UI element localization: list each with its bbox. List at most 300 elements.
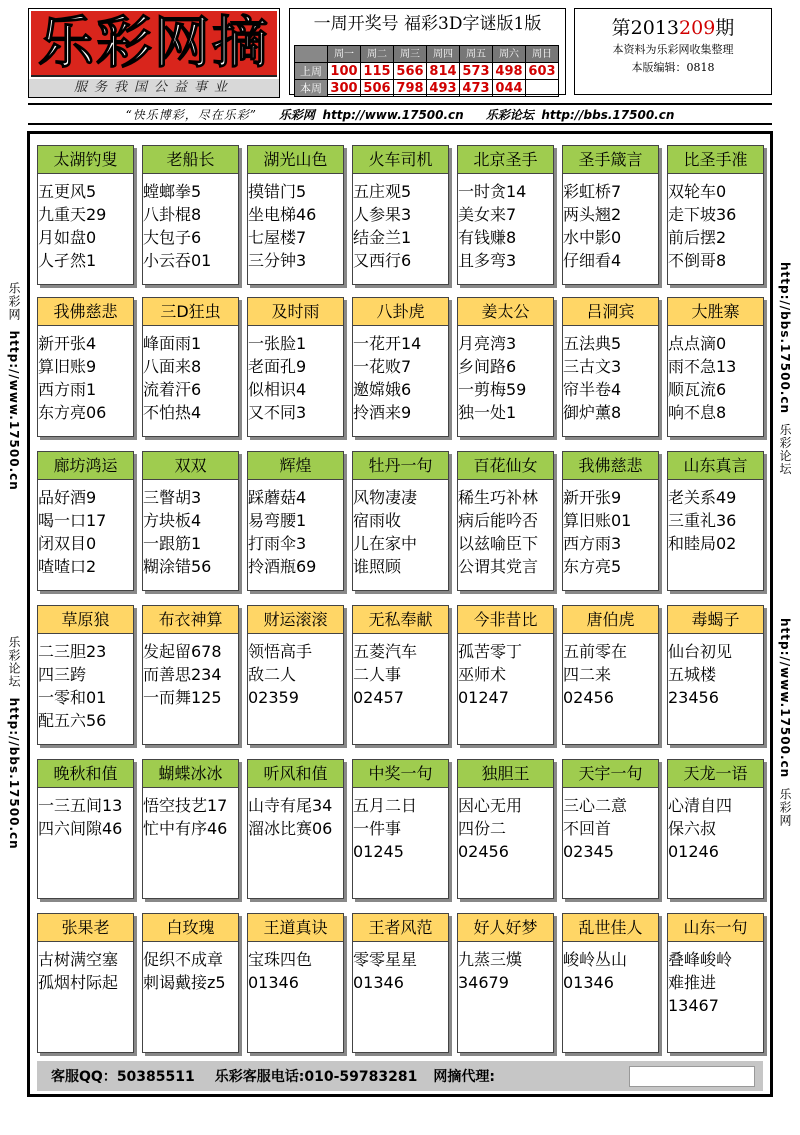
draw-row-this-week (295, 80, 559, 97)
tip-line: 四六间隙46 (38, 819, 123, 838)
tip-line: 不回首 (563, 819, 612, 838)
tip-card (352, 759, 449, 899)
tip-card-title: 吕洞宾 (563, 298, 658, 326)
tip-line: 五更风5 (38, 182, 97, 201)
tip-line: 喳喳口2 (38, 557, 97, 576)
tip-line: 零零星星 (353, 950, 418, 969)
tip-line: 23456 (668, 688, 719, 707)
tip-line: 东方亮06 (38, 403, 107, 422)
side-text-left-bottom: 乐彩论坛 http://bbs.17500.cn (7, 636, 21, 850)
tip-line: 又不同3 (248, 403, 307, 422)
tip-card-body (668, 942, 763, 1017)
tip-card-title: 老船长 (143, 146, 238, 174)
tip-card-body (38, 634, 133, 732)
slogan-quote: “快乐博彩，尽在乐彩” (125, 107, 257, 122)
tip-line: 八卦棍8 (143, 205, 202, 224)
tip-card-body (668, 174, 763, 272)
draw-number: 044 (493, 80, 526, 97)
tip-line: 八面来8 (143, 357, 202, 376)
tip-card (667, 297, 764, 437)
tip-card-title: 山东一句 (668, 914, 763, 942)
tip-line: 帘半卷4 (563, 380, 622, 399)
tip-line: 三重礼36 (668, 511, 737, 530)
tip-line: 摸错门5 (248, 182, 307, 201)
tip-line: 一零和01 (38, 688, 107, 707)
tip-line: 月亮湾3 (458, 334, 517, 353)
tip-line: 糊涂错56 (143, 557, 212, 576)
tip-card-title: 王道真诀 (248, 914, 343, 942)
tip-card (667, 145, 764, 285)
tip-line: 一花开14 (353, 334, 422, 353)
issue-number: 第2013209期 (611, 17, 735, 39)
weekly-draw-panel (289, 8, 566, 95)
tip-card-title: 山东真言 (668, 452, 763, 480)
tip-card (457, 605, 554, 745)
tip-card (247, 297, 344, 437)
tip-card-title: 圣手箴言 (563, 146, 658, 174)
agent-field (629, 1066, 755, 1087)
tip-card-title: 大胜寨 (668, 298, 763, 326)
side-text-right-top: http://bbs.17500.cn 乐彩论坛 (778, 262, 792, 476)
tip-line: 五城楼 (668, 665, 717, 684)
tip-card (142, 759, 239, 899)
tip-card-title: 及时雨 (248, 298, 343, 326)
tip-line: 孤苦零丁 (458, 642, 523, 661)
tip-card-title: 蝴蝶冰冰 (143, 760, 238, 788)
day-header: 周二 (361, 46, 394, 63)
logo-slogan: 服务我国公益事业 (29, 79, 279, 97)
tip-line: 四份二 (458, 819, 507, 838)
tip-line: 点点滴0 (668, 334, 727, 353)
tip-line: 三分钟3 (248, 251, 307, 270)
tip-card (667, 605, 764, 745)
tip-card (352, 605, 449, 745)
tip-line: 美女来7 (458, 205, 517, 224)
tip-card-body (353, 480, 448, 578)
day-header: 周一 (328, 46, 361, 63)
tip-line: 拎酒瓶69 (248, 557, 317, 576)
tip-line: 02456 (458, 842, 509, 861)
tip-line: 二三胆23 (38, 642, 107, 661)
agent-label: 网摘代理: (433, 1069, 495, 1085)
tip-card-body (248, 326, 343, 424)
tip-card-title: 今非昔比 (458, 606, 553, 634)
tip-line: 仙台初见 (668, 642, 733, 661)
tip-card (352, 297, 449, 437)
tip-card-title: 我佛慈悲 (38, 298, 133, 326)
tip-line: 前后摆2 (668, 228, 727, 247)
logo (31, 11, 277, 77)
tip-line: 彩虹桥7 (563, 182, 622, 201)
tip-card-title: 天龙一语 (668, 760, 763, 788)
tip-line: 东方亮5 (563, 557, 622, 576)
customer-service-qq: 客服QQ：50385511 (51, 1069, 195, 1085)
tip-line: 五月二日 (353, 796, 418, 815)
tip-card-body (668, 480, 763, 555)
tip-line: 心清自四 (668, 796, 733, 815)
forum-link[interactable]: 乐彩论坛 http://bbs.17500.cn (485, 107, 675, 122)
tip-card-body (458, 634, 553, 709)
tip-card-title: 我佛慈悲 (563, 452, 658, 480)
side-text-right-bottom: http://www.17500.cn 乐彩网 (778, 618, 792, 827)
tip-card-body (38, 788, 133, 840)
tip-line: 02359 (248, 688, 299, 707)
tip-card-body (143, 174, 238, 272)
draw-row-last-week (295, 63, 559, 80)
tip-card-body (248, 942, 343, 994)
draw-number: 573 (460, 63, 493, 80)
tip-line: 三瞥胡3 (143, 488, 202, 507)
tip-card (352, 913, 449, 1053)
issue-value: 209 (679, 17, 716, 39)
tip-card-body (458, 174, 553, 272)
tip-card (142, 605, 239, 745)
tip-card-title: 唐伯虎 (563, 606, 658, 634)
tip-line: 踩蘑菇4 (248, 488, 307, 507)
tip-line: 一而舞125 (143, 688, 222, 707)
tip-line: 溜冰比赛06 (248, 819, 333, 838)
tip-card (247, 145, 344, 285)
tip-line: 似相识4 (248, 380, 307, 399)
tip-card (37, 451, 134, 591)
tip-line: 一张脸1 (248, 334, 307, 353)
tip-line: 方块板4 (143, 511, 202, 530)
logo-text: 乐彩网摘 (38, 11, 270, 76)
tip-line: 一跟筋1 (143, 534, 202, 553)
tip-card (142, 297, 239, 437)
draw-number: 798 (394, 80, 427, 97)
tip-line: 老关系49 (668, 488, 737, 507)
tip-line: 邀嫦娥6 (353, 380, 412, 399)
draw-number (526, 80, 559, 97)
tip-line: 乡间路6 (458, 357, 517, 376)
row-label: 上周 (295, 63, 328, 80)
issue-editor: 本版编辑：0818 (631, 61, 715, 74)
tip-line: 保六叔 (668, 819, 717, 838)
tip-line: 风物凄凄 (353, 488, 418, 507)
tip-card-title: 晚秋和值 (38, 760, 133, 788)
tip-line: 儿在家中 (353, 534, 418, 553)
tip-card-title: 乱世佳人 (563, 914, 658, 942)
tip-card-title: 湖光山色 (248, 146, 343, 174)
customer-service-phone: 乐彩客服电话:010-59783281 (214, 1069, 418, 1085)
tip-card-body (563, 634, 658, 709)
tip-card (457, 297, 554, 437)
tip-line: 13467 (668, 996, 719, 1015)
tip-card-title: 比圣手准 (668, 146, 763, 174)
tip-card (352, 451, 449, 591)
tip-line: 拎酒来9 (353, 403, 412, 422)
tip-card-body (353, 942, 448, 994)
tip-line: 双轮车0 (668, 182, 727, 201)
tip-card-body (143, 480, 238, 578)
tip-card (142, 913, 239, 1053)
corner-cell (295, 46, 328, 63)
tip-line: 顺瓦流6 (668, 380, 727, 399)
tip-card-body (353, 174, 448, 272)
tip-card (562, 297, 659, 437)
tip-line: 一件事 (353, 819, 402, 838)
tip-card (667, 759, 764, 899)
tip-card (457, 913, 554, 1053)
tip-line: 两头翘2 (563, 205, 622, 224)
tip-card-body (38, 174, 133, 272)
tip-line: 且多弯3 (458, 251, 517, 270)
tip-card-title: 独胆王 (458, 760, 553, 788)
tip-card-body (458, 788, 553, 863)
tip-line: 01346 (248, 973, 299, 992)
tip-card-body (668, 326, 763, 424)
tip-line: 雨不急13 (668, 357, 737, 376)
tip-line: 西方雨1 (38, 380, 97, 399)
tip-line: 响不息8 (668, 403, 727, 422)
tip-card-title: 北京圣手 (458, 146, 553, 174)
draw-number: 473 (460, 80, 493, 97)
tip-line: 稀生巧补林 (458, 488, 539, 507)
tip-card-body (563, 942, 658, 994)
tip-line: 02456 (563, 688, 614, 707)
tip-card-body (248, 480, 343, 578)
tip-card-body (248, 634, 343, 709)
tip-card-title: 三D狂虫 (143, 298, 238, 326)
draw-number: 115 (361, 63, 394, 80)
tip-card (247, 913, 344, 1053)
tip-card-title: 太湖钓叟 (38, 146, 133, 174)
draw-number: 300 (328, 80, 361, 97)
tip-line: 流着汗6 (143, 380, 202, 399)
tip-card-body (38, 480, 133, 578)
tip-card-body (353, 634, 448, 709)
tip-line: 仔细看4 (563, 251, 622, 270)
tip-line: 宝珠四色 (248, 950, 313, 969)
draw-number: 498 (493, 63, 526, 80)
tip-line: 闭双目0 (38, 534, 97, 553)
tip-line: 一花败7 (353, 357, 412, 376)
tip-card (247, 605, 344, 745)
tip-card-body (143, 788, 238, 840)
tip-line: 结金兰1 (353, 228, 412, 247)
tip-card-title: 八卦虎 (353, 298, 448, 326)
tip-card-title: 百花仙女 (458, 452, 553, 480)
tip-line: 人孑然1 (38, 251, 97, 270)
tip-line: 谁照顾 (353, 557, 402, 576)
tip-card (247, 759, 344, 899)
tip-line: 01346 (353, 973, 404, 992)
tip-card-body (563, 788, 658, 863)
tip-card-title: 张果老 (38, 914, 133, 942)
tip-card-body (248, 788, 343, 840)
tip-line: 悟空技艺17 (143, 796, 228, 815)
tip-line: 不倒哥8 (668, 251, 727, 270)
tip-line: 品好酒9 (38, 488, 97, 507)
tip-card-title: 草原狼 (38, 606, 133, 634)
tip-line: 发起留678 (143, 642, 222, 661)
tip-line: 三古文3 (563, 357, 622, 376)
slogan-bar (28, 103, 772, 125)
draw-number: 566 (394, 63, 427, 80)
site-link[interactable]: 乐彩网 http://www.17500.cn (278, 107, 464, 122)
tip-line: 01247 (458, 688, 509, 707)
tip-card-title: 辉煌 (248, 452, 343, 480)
footer-bar (37, 1061, 763, 1091)
tip-line: 古树满空塞 (38, 950, 119, 969)
tip-card-title: 无私奉献 (353, 606, 448, 634)
tip-card-title: 听风和值 (248, 760, 343, 788)
tip-line: 难推进 (668, 973, 717, 992)
tip-line: 西方雨3 (563, 534, 622, 553)
tip-card (562, 451, 659, 591)
tip-card-body (143, 634, 238, 709)
tip-line: 02345 (563, 842, 614, 861)
tip-line: 01346 (563, 973, 614, 992)
tip-line: 和睦局02 (668, 534, 737, 553)
tip-line: 小云吞01 (143, 251, 212, 270)
draw-days-row (295, 46, 559, 63)
tip-line: 五菱汽车 (353, 642, 418, 661)
tip-card (562, 759, 659, 899)
tip-line: 峰面雨1 (143, 334, 202, 353)
tip-card (562, 913, 659, 1053)
tip-line: 领悟高手 (248, 642, 313, 661)
tip-card (667, 913, 764, 1053)
tip-line: 一三五间13 (38, 796, 123, 815)
tip-line: 公谓其党言 (458, 557, 539, 576)
tip-line: 五前零在 (563, 642, 628, 661)
tip-card-body (38, 942, 133, 994)
tip-card-body (563, 174, 658, 272)
tip-line: 九蒸三熯 (458, 950, 523, 969)
tip-card-body (248, 174, 343, 272)
tip-line: 打雨伞3 (248, 534, 307, 553)
tip-line: 新开张4 (38, 334, 97, 353)
tip-card-body (143, 942, 238, 994)
tip-card (247, 451, 344, 591)
tip-card (352, 145, 449, 285)
tip-line: 新开张9 (563, 488, 622, 507)
day-header: 周三 (394, 46, 427, 63)
tip-card-title: 布衣神算 (143, 606, 238, 634)
tip-line: 不怕热4 (143, 403, 202, 422)
day-header: 周日 (526, 46, 559, 63)
tip-card (457, 451, 554, 591)
tip-line: 一时贪14 (458, 182, 527, 201)
logo-block (28, 8, 280, 98)
tip-card-title: 牡丹一句 (353, 452, 448, 480)
tip-line: 宿雨收 (353, 511, 402, 530)
tip-line: 喝一口17 (38, 511, 107, 530)
day-header: 周四 (427, 46, 460, 63)
tip-card-body (563, 480, 658, 578)
tip-line: 七屋楼7 (248, 228, 307, 247)
tip-line: 二人事 (353, 665, 402, 684)
tip-line: 叠峰峻岭 (668, 950, 733, 969)
draw-number: 506 (361, 80, 394, 97)
tip-card-body (668, 634, 763, 709)
tip-card-title: 王者风范 (353, 914, 448, 942)
side-text-left-top: 乐彩网 http://www.17500.cn (7, 282, 21, 491)
tip-line: 易弯腰1 (248, 511, 307, 530)
tip-card-body (668, 788, 763, 863)
tip-line: 02457 (353, 688, 404, 707)
tip-line: 病后能吟否 (458, 511, 539, 530)
tip-line: 敌二人 (248, 665, 297, 684)
tip-line: 四二来 (563, 665, 612, 684)
tip-line: 巫师术 (458, 665, 507, 684)
draw-number: 100 (328, 63, 361, 80)
tip-card-title: 中奖一句 (353, 760, 448, 788)
draw-results-table (294, 45, 559, 97)
tip-line: 螳螂拳5 (143, 182, 202, 201)
tip-line: 五法典5 (563, 334, 622, 353)
tip-line: 有钱赚8 (458, 228, 517, 247)
tip-card (142, 451, 239, 591)
day-header: 周六 (493, 46, 526, 63)
tip-card-body (563, 326, 658, 424)
tip-card-body (353, 788, 448, 863)
tip-line: 促织不成章 (143, 950, 224, 969)
tip-line: 大包子6 (143, 228, 202, 247)
weekly-draw-title: 一周开奖号 福彩3D字谜版1版 (313, 14, 542, 34)
tip-line: 老面孔9 (248, 357, 307, 376)
row-label: 本周 (295, 80, 328, 97)
tip-card (37, 759, 134, 899)
tip-card-title: 好人好梦 (458, 914, 553, 942)
tip-line: 御炉薰8 (563, 403, 622, 422)
day-header: 周五 (460, 46, 493, 63)
tip-card (142, 145, 239, 285)
tip-line: 月如盘0 (38, 228, 97, 247)
tip-line: 又西行6 (353, 251, 412, 270)
tip-line: 因心无用 (458, 796, 523, 815)
tip-card (562, 605, 659, 745)
tip-line: 水中影0 (563, 228, 622, 247)
tip-card (37, 297, 134, 437)
tip-line: 算旧账01 (563, 511, 632, 530)
tip-line: 三心二意 (563, 796, 628, 815)
tip-card-body (38, 326, 133, 424)
tip-line: 忙中有序46 (143, 819, 228, 838)
tip-card (37, 605, 134, 745)
tip-card (37, 145, 134, 285)
tip-card-title: 天宇一句 (563, 760, 658, 788)
tip-card (562, 145, 659, 285)
tip-card (457, 145, 554, 285)
issue-note: 本资料为乐彩网收集整理 (612, 43, 734, 56)
tip-line: 孤烟村际起 (38, 973, 119, 992)
tip-card (457, 759, 554, 899)
draw-number: 493 (427, 80, 460, 97)
tip-line: 34679 (458, 973, 509, 992)
tip-line: 一剪梅59 (458, 380, 527, 399)
tip-line: 算旧账9 (38, 357, 97, 376)
tip-line: 四三跨 (38, 665, 87, 684)
tip-card-title: 双双 (143, 452, 238, 480)
tip-line: 走下坡36 (668, 205, 737, 224)
tip-line: 而善思234 (143, 665, 222, 684)
tip-card-title: 白玫瑰 (143, 914, 238, 942)
tip-line: 配五六56 (38, 711, 107, 730)
tip-card-title: 火车司机 (353, 146, 448, 174)
draw-number: 603 (526, 63, 559, 80)
tip-line: 01246 (668, 842, 719, 861)
tip-card (667, 451, 764, 591)
tip-line: 峻岭丛山 (563, 950, 628, 969)
issue-panel (574, 8, 772, 95)
tip-line: 坐电梯46 (248, 205, 317, 224)
tip-card-body (458, 480, 553, 578)
tip-line: 独一处1 (458, 403, 517, 422)
tip-line: 九重天29 (38, 205, 107, 224)
